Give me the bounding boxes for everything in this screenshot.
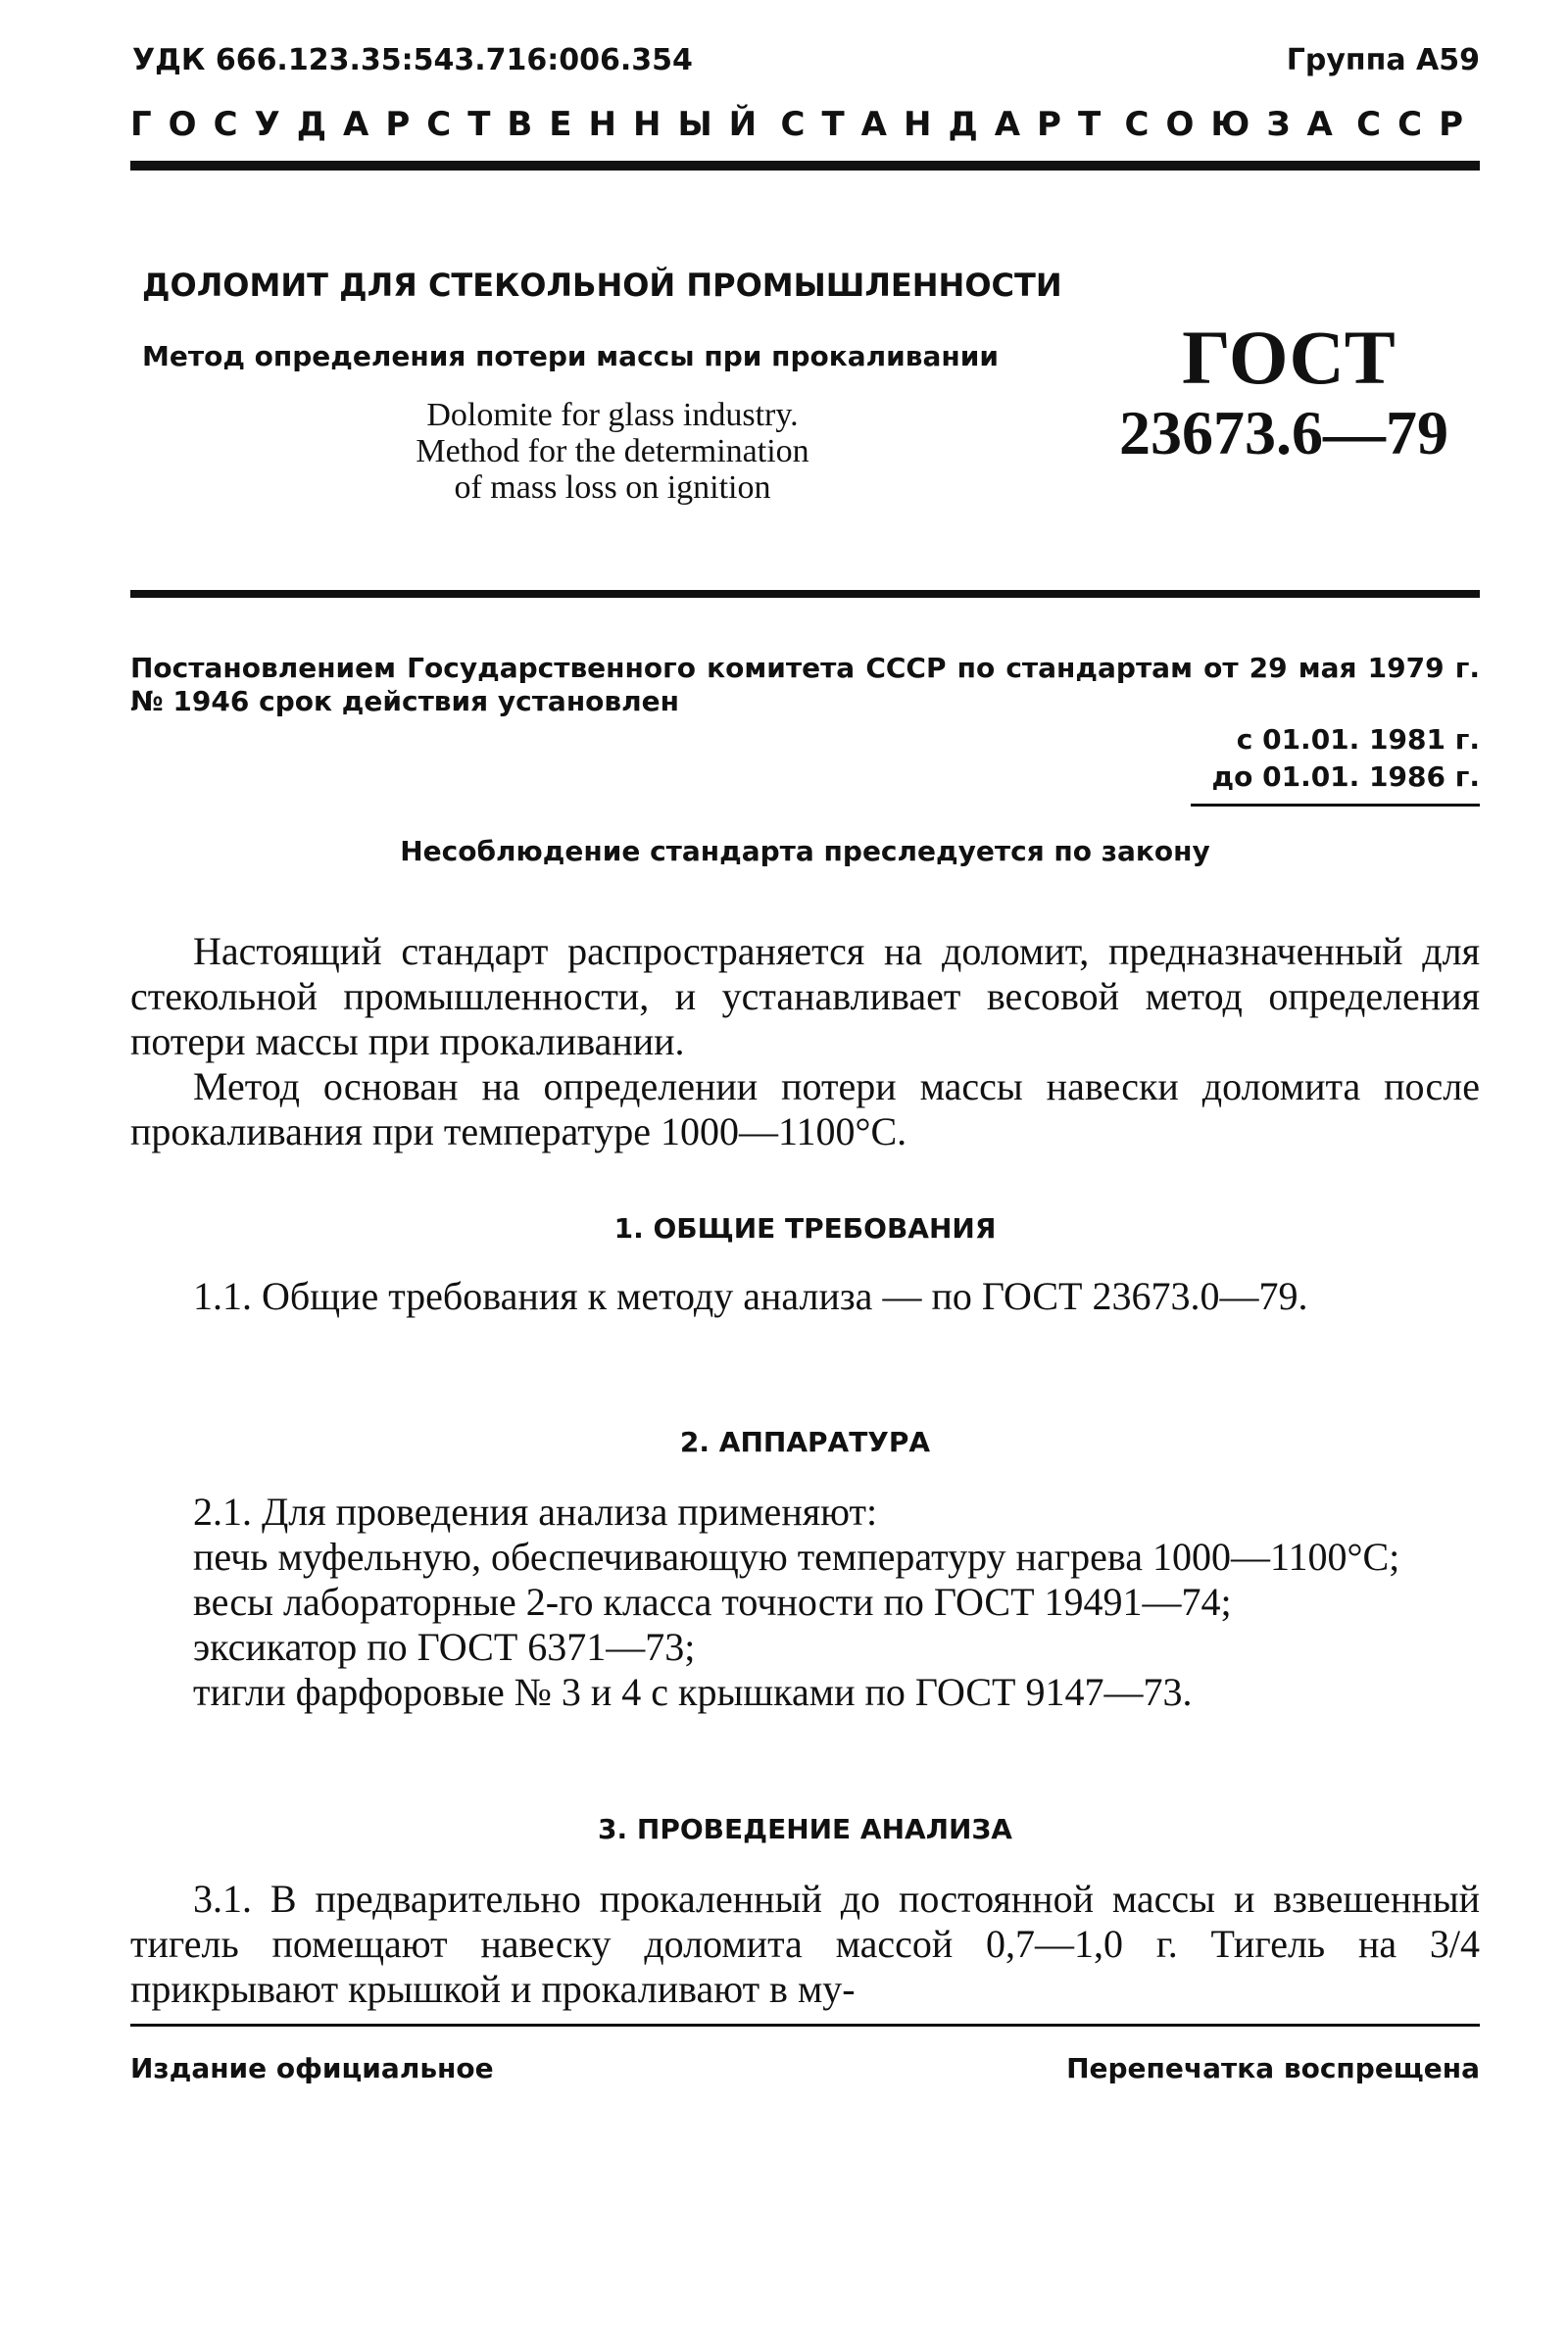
section-1-body [130, 1274, 1480, 1319]
gost-label: ГОСТ [1182, 315, 1396, 400]
udk-code: УДК 666.123.35:543.716:006.354 [132, 43, 693, 77]
reprint-prohibited-note: Перепечатка воспрещена [1066, 2052, 1480, 2084]
document-subtitle: Метод определения потери массы при прокаливании [142, 340, 999, 372]
section-3-heading: 3. ПРОВЕДЕНИЕ АНАЛИЗА [598, 1813, 1012, 1845]
document-title: ДОЛОМИТ ДЛЯ СТЕКОЛЬНОЙ ПРОМЫШЛЕННОСТИ [142, 267, 1062, 304]
intro-paragraph-1: Настоящий стандарт распространяется на доломит, предназначенный для стекольной промышленности, и устанавливает весовой метод определения потери массы при прокаливании. [130, 929, 1480, 1063]
english-title [294, 397, 931, 506]
banner-word-2: СТАНДАРТ [780, 105, 1118, 144]
state-standard-banner [130, 105, 1480, 144]
official-edition-note: Издание официальное [130, 2052, 494, 2084]
intro-section [130, 929, 1480, 1154]
banner-word-3: СОЮЗА [1124, 105, 1349, 144]
equipment-item: печь муфельную, обеспечивающую температуру нагрева 1000—1100°С; [193, 1535, 1400, 1579]
english-title-line-1: Dolomite for glass industry. [426, 397, 799, 433]
gost-number: 23673.6—79 [1119, 398, 1448, 467]
middle-rule [130, 590, 1480, 598]
legal-notice: Несоблюдение стандарта преследуется по закону [400, 835, 1210, 867]
section-3-body [130, 1877, 1480, 2012]
validity-to: до 01.01. 1986 г. [1211, 760, 1480, 793]
top-rule [130, 161, 1480, 171]
bottom-rule [130, 2024, 1480, 2027]
section-2-heading: 2. АППАРАТУРА [679, 1426, 931, 1458]
clause-3-1: 3.1. В предварительно прокаленный до постоянной массы и взвешенный тигель помещают навеску доломита массой 0,7—1,0 г. Тигель на 3/4 прикрывают крышкой и прокаливают в му- [130, 1877, 1480, 2011]
clause-2-1: 2.1. Для проведения анализа применяют: [193, 1490, 878, 1534]
group-code: Группа А59 [1286, 43, 1480, 77]
decree-text: Постановлением Государственного комитета СССР по стандартам от 29 мая 1979 г. № 1946 срок действия установлен [130, 652, 1480, 717]
clause-1-1: 1.1. Общие требования к методу анализа — по ГОСТ 23673.0—79. [193, 1274, 1308, 1318]
date-underline [1191, 804, 1480, 807]
english-title-line-3: of mass loss on ignition [454, 469, 771, 506]
section-2-body [130, 1490, 1480, 1715]
english-title-line-2: Method for the determination [416, 433, 809, 469]
equipment-item: весы лабораторные 2-го класса точности по ГОСТ 19491—74; [193, 1580, 1232, 1624]
equipment-item: тигли фарфоровые № 3 и 4 с крышками по ГОСТ 9147—73. [193, 1670, 1193, 1714]
intro-paragraph-2: Метод основан на определении потери массы навески доломита после прокаливания при температуре 1000—1100°С. [130, 1064, 1480, 1153]
equipment-item: эксикатор по ГОСТ 6371—73; [193, 1625, 696, 1669]
section-1-heading: 1. ОБЩИЕ ТРЕБОВАНИЯ [613, 1212, 997, 1245]
validity-from: с 01.01. 1981 г. [1236, 723, 1480, 756]
banner-word-1: ГОСУДАРСТВЕННЫЙ [130, 105, 774, 144]
banner-word-4: ССР [1356, 105, 1480, 144]
